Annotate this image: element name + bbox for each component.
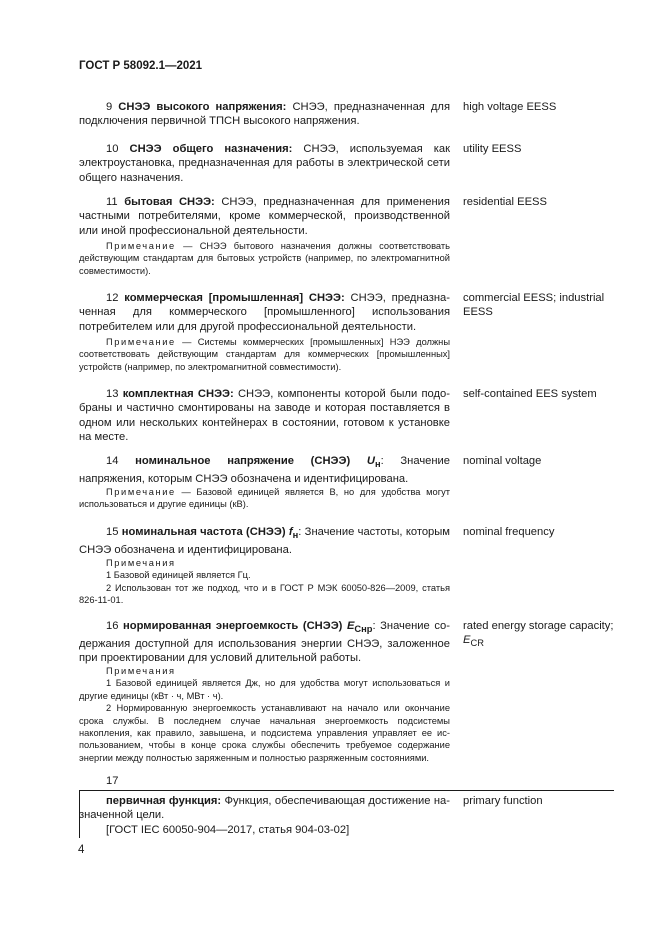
term-definition: СНЭЭ, предназначенная для подключения первичной ТПСН высокого напряжения. xyxy=(79,101,451,128)
note-15 xyxy=(79,557,450,607)
term-entry-15: 15 номинальная частота (СНЭЭ) $f_н$: Значение частоты, которым СНЭЭ обозначена и идентифицирована. xyxy=(79,526,450,556)
english-symbol: E xyxy=(463,634,471,647)
term-entry-9: 9 СНЭЭ высокого напряжения: СНЭЭ, предназначенная для подключения первичной ТПСН высокого напряжения. xyxy=(79,101,451,128)
term-definition: : Значение содержания доступной для использования энергии СНЭЭ, заложенное при проектировании для условий длительной работы. xyxy=(79,620,450,665)
note-item: 1 Базовой единицей является Дж, но для удобства могут использоваться и другие единицы (кВт · ч, МВт · ч). xyxy=(79,678,450,701)
source-reference: [ГОСТ IEC 60050-904—2017, статья 904-03-02] xyxy=(106,823,350,836)
term-entry-12: 12 коммерческая [промышленная] СНЭЭ: СНЭЭ, предназначенная для коммерческого [промышленного] использования потребителем или для другой профессиональной деятельности. xyxy=(79,292,450,333)
term-number-17: 17 xyxy=(106,775,119,787)
term-name: коммерческая [промышленная] СНЭЭ: xyxy=(124,292,345,304)
term-entry-14: 14 номинальное напряжение (СНЭЭ) $U_н$: Значение напряжения, которым СНЭЭ обозначена и идентифицирована. xyxy=(79,455,451,485)
term-name: комплектная СНЭЭ: xyxy=(122,388,234,400)
term-name: бытовая СНЭЭ: xyxy=(124,196,215,208)
term-definition: Функция, обеспечивающая достижение назначенной цели. xyxy=(79,795,450,822)
term-definition: : Значение напряжения, которым СНЭЭ обозначена и идентифицирована. xyxy=(79,455,451,485)
term-symbol-subscript: Снр xyxy=(354,624,373,635)
note-item: 1 Базовой единицей является Гц. xyxy=(106,570,251,581)
term-definition: : Значение частоты, которым СНЭЭ обозначена и идентифицирована. xyxy=(79,526,450,556)
english-term-9: high voltage EESS xyxy=(463,101,557,113)
english-term-17: primary function xyxy=(463,795,543,807)
note-item: 2 Нормированную энергоемкость устанавливают на начало или окончание срока службы. В последнем случае начальная энергоемкость подсистемы накопления, как правило, завышена, и подсистема управления управляет ее использованием, чтобы в конце срока службы обеспечить требуемое содержание энергии между полностью заряженным и полностью разряженным состояниями. xyxy=(79,703,450,763)
note-label: Примечание xyxy=(106,487,176,497)
term-symbol: U xyxy=(366,455,375,467)
note-label: Примечания xyxy=(106,558,176,568)
term-entry-17 xyxy=(79,794,450,837)
term-entry-10: 10 СНЭЭ общего назначения: СНЭЭ, используемая как электроустановка, предназначенная для работы в электрической сети общего назначения. xyxy=(79,143,451,184)
note-16 xyxy=(79,665,450,764)
term-name: первичная функция: xyxy=(106,795,222,807)
term-definition: СНЭЭ, используемая как электроустановка, предназначенная для работы в электрической сети общего назначения. xyxy=(79,143,451,184)
term-name: номинальная частота (СНЭЭ) xyxy=(121,526,289,538)
term-entry-16: 16 нормированная энергоемкость (СНЭЭ) $E_{Снр}$: Значение содержания доступной для использования энергии СНЭЭ, заложенное при проектировании для условий длительной работы. xyxy=(79,620,450,665)
top-rule xyxy=(79,790,614,791)
term-symbol: f xyxy=(288,526,293,538)
term-symbol: E xyxy=(346,620,355,632)
english-term-10: utility EESS xyxy=(463,143,522,155)
english-term-12: commercial EESS; industrial EESS xyxy=(463,292,605,319)
english-term-11: residential EESS xyxy=(463,196,547,208)
note-item: 2 Использован тот же подход, что и в ГОСТ Р МЭК 60050-826—2009, статья 826-11-01. xyxy=(79,582,450,606)
page-number: 4 xyxy=(78,844,85,856)
term-entry-13: 13 комплектная СНЭЭ: СНЭЭ, компоненты которой были подобраны и частично смонтированы на заводе и которая поставляется в одном или нескольких контейнерах в состоянии, готовом к установке на месте. xyxy=(79,388,450,444)
english-term-14: nominal voltage xyxy=(463,455,542,467)
term-symbol-subscript: н xyxy=(292,530,299,541)
note-12: Примечание — Системы коммерческих [промышленных] НЭЭ должны соответствовать действующим стандартам для коммерческих [промышленных] устройств (например, по электромагнитной совместимости). xyxy=(79,337,450,372)
english-term-16: rated energy storage capacity; $E_{CR}$ xyxy=(463,620,614,649)
term-definition: СНЭЭ, предназначенная для применения частными потребителями, кроме коммерческой, производственной или иной профессиональной деятельности. xyxy=(79,196,450,237)
english-symbol-subscript: CR xyxy=(470,638,484,649)
note-14: Примечание — Базовой единицей является В, но для удобства могут использоваться и другие единицы (кВ). xyxy=(79,487,450,510)
note-label: Примечание xyxy=(106,337,176,347)
term-definition: СНЭЭ, предназначенная для коммерческого [промышленного] использования потребителем или для другой профессиональной деятельности. xyxy=(79,292,450,333)
english-term-15: nominal frequency xyxy=(463,526,555,538)
term-name: номинальное напряжение (СНЭЭ) xyxy=(135,455,367,467)
note-11: Примечание — СНЭЭ бытового назначения должны соответствовать действующим стандартам для бытовых устройств (например, по электромагнитной совместимости). xyxy=(79,241,450,276)
document-header: ГОСТ Р 58092.1—2021 xyxy=(79,60,203,72)
term-entry-11: 11 бытовая СНЭЭ: СНЭЭ, предназначенная для применения частными потребителями, кроме коммерческой, производственной или иной профессиональной деятельности. xyxy=(79,196,450,237)
term-symbol-subscript: н xyxy=(374,459,381,470)
english-term-13: self-contained EES system xyxy=(463,388,597,400)
term-name: СНЭЭ общего назначения: xyxy=(129,143,293,155)
term-name: СНЭЭ высокого напряжения: xyxy=(118,101,287,113)
note-label: Примечание xyxy=(106,241,176,251)
note-label: Примечания xyxy=(106,666,176,676)
term-definition: СНЭЭ, компоненты которой были подобраны и частично смонтированы на заводе и которая поставляется в одном или нескольких контейнерах в состоянии, готовом к установке на месте. xyxy=(79,388,450,444)
term-name: нормированная энергоемкость (СНЭЭ) xyxy=(123,620,347,632)
